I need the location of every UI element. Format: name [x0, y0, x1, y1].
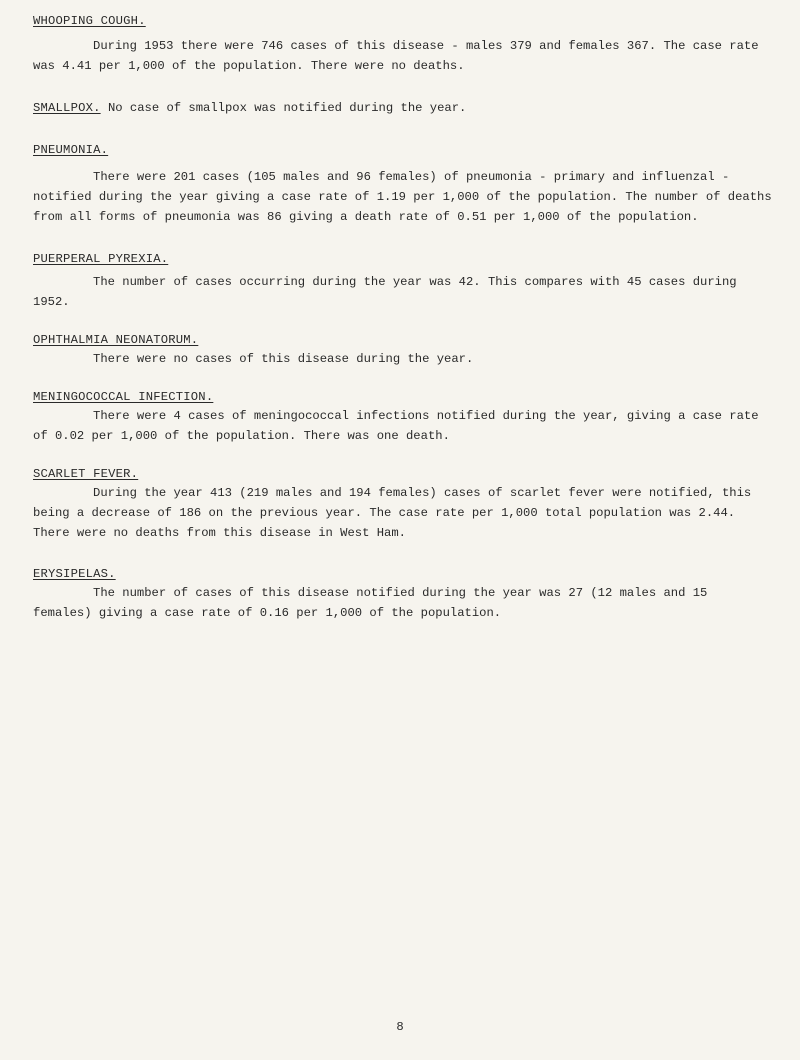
text-erysipelas: The number of cases of this disease notified during the year was 27 (12 males and 15 females) giving a case rate of 0.16 per 1,000 of the population.: [33, 586, 715, 620]
text-smallpox: No case of smallpox was notified during the year.: [107, 101, 467, 115]
text-pneumonia: There were 201 cases (105 males and 96 females) of pneumonia - primary and influenzal - notified during the year giving a case rate of 1.19 per 1,000 of the population. The number of deaths from all forms of pneumonia was 86 giving a death rate of 0.51 per 1,000 of the population.: [33, 170, 780, 224]
heading-pneumonia: PNEUMONIA.: [33, 143, 109, 157]
section-erysipelas: [33, 565, 773, 623]
text-whooping-cough: During 1953 there were 746 cases of this disease - males 379 and females 367. The case rate was 4.41 per 1,000 of the population. There were no deaths.: [33, 39, 766, 73]
section-puerperal-pyrexia: [33, 250, 773, 312]
section-meningococcal-infection: [33, 388, 773, 446]
page-number: 8: [396, 1020, 404, 1034]
text-ophthalmia-neonatorum: There were no cases of this disease during the year.: [93, 352, 474, 366]
section-pneumonia: [33, 141, 780, 227]
text-meningococcal-infection: There were 4 cases of meningococcal infections notified during the year, giving a case rate of 0.02 per 1,000 of the population. There was one death.: [33, 409, 766, 443]
text-scarlet-fever: During the year 413 (219 males and 194 females) cases of scarlet fever were notified, this being a decrease of 186 on the previous year. The case rate per 1,000 total population was 2.44. There were no deaths from this disease in West Ham.: [33, 486, 759, 540]
section-scarlet-fever: [33, 465, 773, 543]
heading-scarlet-fever: SCARLET FEVER.: [33, 467, 139, 481]
text-puerperal-pyrexia: The number of cases occurring during the year was 42. This compares with 45 cases during 1952.: [33, 275, 744, 309]
section-whooping-cough: [33, 12, 773, 76]
heading-smallpox: SMALLPOX.: [33, 101, 101, 115]
heading-meningococcal-infection: MENINGOCOCCAL INFECTION.: [33, 390, 214, 404]
heading-whooping-cough: WHOOPING COUGH.: [33, 14, 146, 28]
section-ophthalmia-neonatorum: [33, 331, 773, 369]
heading-ophthalmia-neonatorum: OPHTHALMIA NEONATORUM.: [33, 333, 199, 347]
heading-puerperal-pyrexia: PUERPERAL PYREXIA.: [33, 252, 169, 266]
section-smallpox: [33, 98, 773, 118]
heading-erysipelas: ERYSIPELAS.: [33, 567, 116, 581]
